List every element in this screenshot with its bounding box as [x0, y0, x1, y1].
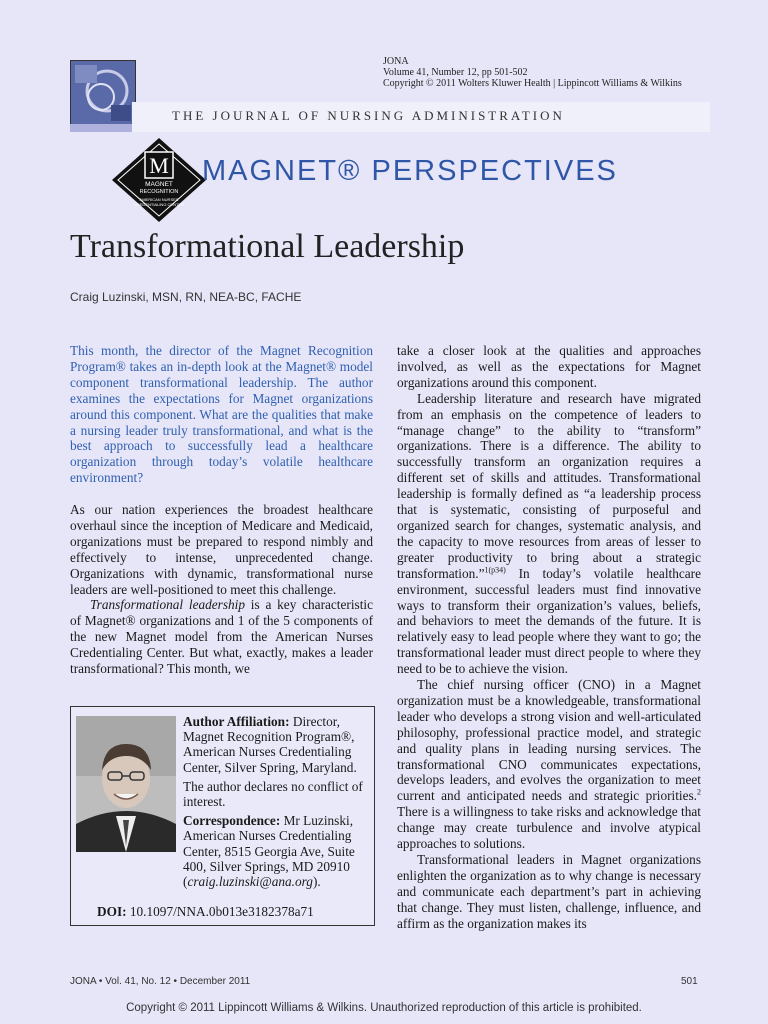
badge-line1: MAGNET	[145, 181, 173, 188]
paragraph-text: is a key characteristic of Magnet® organizations and 1 of the 5 components of the new Magnet model from the American Nurses Credentialing Center. But what, exactly, makes a leader transformational? This month, we	[70, 597, 373, 677]
citation-ref: 1(p34)	[484, 565, 506, 575]
conflict-statement: The author declares no conflict of interest.	[183, 778, 363, 810]
paragraph-text: The chief nursing officer (CNO) in a Magnet organization must be a knowledgeable, transformational leader who develops a strong vision and well-articulated philosophy, professional practice model, and strategic and quality plans in leading nursing services. The transformational CNO communicates expectations, develops leaders, and evolves the organization to meet current and anticipated needs and strategic priorities.	[397, 677, 701, 804]
header-meta	[383, 56, 682, 89]
correspondence	[183, 813, 369, 889]
paragraph-text: In today’s volatile healthcare environment, successful leaders must find innovative ways to transform their organization’s values, beliefs, and behaviors to meet the demands of the future. It is relatively easy to lead people where they want to go; the transformational leader must direct people to where they need to be to achieve the vision.	[397, 565, 701, 677]
badge-line4: CREDENTIALING CENTER	[133, 202, 185, 207]
band-accent	[70, 124, 132, 132]
badge-line3: AMERICAN NURSES	[139, 197, 179, 202]
emphasis: Transformational leadership	[90, 597, 246, 613]
abstract	[70, 343, 373, 486]
paragraph: Transformational leaders in Magnet organizations enlighten the organization as to why change is necessary and communicate each department’s part in achieving that change. They must listen, challenge, influence, and affirm as the organization makes its	[397, 852, 701, 931]
affiliation-label: Author Affiliation:	[183, 714, 290, 729]
author-affiliation	[183, 714, 369, 893]
citation-ref: 2	[697, 787, 701, 797]
badge-letter: M	[149, 153, 169, 178]
doi	[97, 904, 314, 920]
badge-line2: RECOGNITION	[139, 189, 179, 195]
paragraph	[397, 677, 701, 852]
article-author: Craig Luzinski, MSN, RN, NEA-BC, FACHE	[70, 290, 302, 304]
copyright-line: Copyright © 2011 Wolters Kluwer Health | Lippincott Williams & Wilkins	[383, 78, 682, 89]
magnet-badge-icon	[112, 138, 206, 222]
article-title: Transformational Leadership	[70, 228, 465, 265]
paragraph	[70, 597, 373, 677]
correspondence-end: ).	[312, 874, 321, 890]
copyright-notice: Copyright © 2011 Lippincott Williams & Wilkins. Unauthorized reproduction of this article is prohibited.	[126, 1002, 642, 1014]
journal-name: THE JOURNAL OF NURSING ADMINISTRATION	[172, 108, 565, 123]
paragraph: take a closer look at the qualities and approaches involved, as well as the expectations for Magnet organizations around this component.	[397, 343, 701, 390]
author-photo	[76, 716, 176, 852]
doi-label: DOI:	[97, 904, 127, 919]
journal-abbr: JONA	[383, 56, 409, 67]
correspondence-label: Correspondence:	[183, 813, 281, 829]
abstract-text: This month, the director of the Magnet Recognition Program® takes an in-depth look at the Magnet® model component transformational leadership. The author examines the expectations for Magnet organizations around this component. What are the qualities that make a nursing leader truly transformational, and what is the best approach to successfully lead a healthcare organization through today’s volatile healthcare environment?	[70, 343, 373, 486]
paragraph-text: Leadership literature and research have migrated from an emphasis on the competence of leaders to “manage change” to the ability to “transform” organizations. There is a difference. The ability to successfully transform an organization requires a different set of skills and attitudes. Transformational leadership is formally defined as “a leadership process that is systematic, consisting of purposeful and organized search for changes, systematic analysis, and the capacity to move resources from areas of lesser to greater productivity to bring about a strategic transformation.”	[397, 390, 701, 581]
paragraph	[397, 391, 701, 677]
affiliation-text: Director, Magnet Recognition Program®, American Nurses Credentialing Center, Silver Spring, Maryland.	[183, 714, 357, 775]
affiliation	[183, 714, 369, 775]
paragraph: As our nation experiences the broadest healthcare overhaul since the inception of Medicare and Medicaid, organizations must be prepared to respond nimbly and effectively to intense, unprecedented change. Organizations with dynamic, transformational nurse leaders are well-positioned to meet this challenge.	[70, 502, 373, 597]
page-number: 501	[681, 976, 698, 987]
left-column	[70, 502, 373, 677]
section-title: MAGNET® PERSPECTIVES	[202, 155, 618, 187]
footer-citation: JONA • Vol. 41, No. 12 • December 2011	[70, 976, 251, 987]
author-email[interactable]: craig.luzinski@ana.org	[187, 874, 313, 890]
right-column	[397, 343, 701, 932]
paragraph-text: There is a willingness to take risks and acknowledge that change may create turbulence and involve atypical approaches to solutions.	[397, 804, 701, 852]
doi-value[interactable]: 10.1097/NNA.0b013e3182378a71	[126, 904, 314, 919]
journal-logo	[70, 60, 136, 126]
volume-line: Volume 41, Number 12, pp 501-502	[383, 67, 528, 78]
correspondence-text: Mr Luzinski, American Nurses Credentialing Center, 8515 Georgia Ave, Suite 400, Silver Springs, MD 20910 (	[183, 813, 355, 890]
